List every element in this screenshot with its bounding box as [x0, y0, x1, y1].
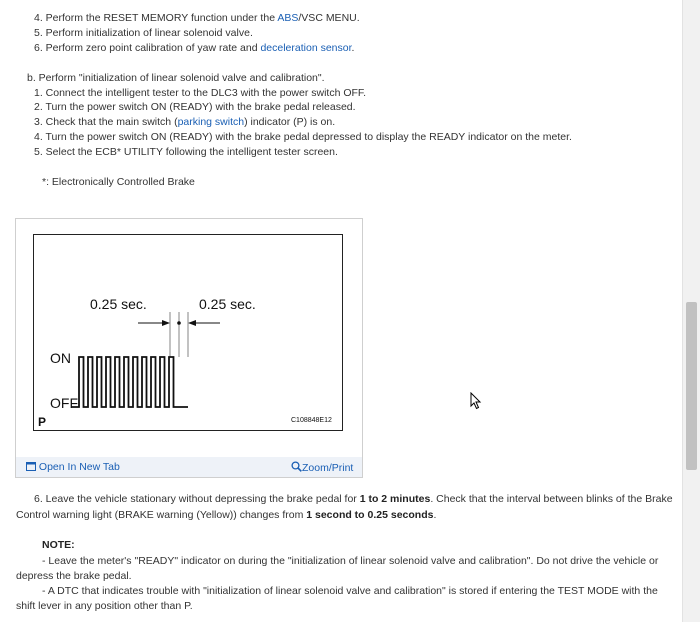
note-title: NOTE:: [42, 539, 75, 551]
step-b3-text-end: ) indicator (P) is on.: [244, 116, 336, 128]
footnote: *: Electronically Controlled Brake: [42, 176, 195, 188]
deceleration-sensor-link[interactable]: deceleration sensor: [260, 42, 352, 54]
step-a5: 5. Perform initialization of linear solenoid valve.: [34, 27, 253, 39]
step-6-duration: 1 to 2 minutes: [359, 493, 431, 505]
interval-label-left: 0.25 sec.: [90, 296, 147, 312]
zoom-print-link[interactable]: [291, 461, 353, 474]
step-a4-text: 4. Perform the RESET MEMORY function under the: [34, 12, 278, 24]
step-b3-text: 3. Check that the main switch (: [34, 116, 178, 128]
step-b2: 2. Turn the power switch ON (READY) with the brake pedal released.: [34, 101, 356, 113]
step-6-interval: 1 second to 0.25 seconds: [306, 509, 434, 521]
step-6-text-2: . Check that the interval between blinks of the Brake: [430, 493, 673, 505]
step-a6-text: 6. Perform zero point calibration of yaw rate and: [34, 42, 261, 54]
parking-switch-link[interactable]: parking switch: [177, 116, 245, 128]
vertical-scrollbar[interactable]: [682, 0, 700, 622]
step-a4-text-end: /VSC MENU.: [298, 12, 360, 24]
step-6-text: 6. Leave the vehicle stationary without depressing the brake pedal for: [34, 493, 360, 505]
center-dot: [177, 321, 181, 325]
step-6-line-2: [16, 508, 436, 522]
note-p2-line-1: - A DTC that indicates trouble with "initialization of linear solenoid valve and calibration" is stored if entering the TEST MODE with the: [42, 585, 658, 597]
step-6-text-4: .: [433, 509, 437, 521]
scrollbar-thumb[interactable]: [686, 302, 697, 470]
open-new-tab-label: Open In New Tab: [38, 461, 120, 473]
figure-code: C108848E12: [291, 417, 332, 424]
step-b3: [34, 115, 335, 129]
step-6-text-3: Control warning light (BRAKE warning (Yellow)) changes from: [16, 509, 307, 521]
magnifier-icon: [291, 461, 302, 472]
step-6-line-1: [34, 492, 673, 506]
mouse-cursor-icon: [470, 392, 482, 410]
open-tab-icon: [26, 462, 36, 471]
on-label: ON: [50, 350, 71, 366]
step-b4: 4. Turn the power switch ON (READY) with the brake pedal depressed to display the READY indicator on the meter.: [34, 131, 572, 143]
step-b5: 5. Select the ECB* UTILITY following the intelligent tester screen.: [34, 146, 338, 158]
note-p1-line-2: depress the brake pedal.: [16, 570, 132, 582]
corner-label: P: [38, 415, 47, 429]
section-b-heading: b. Perform "initialization of linear solenoid valve and calibration".: [27, 72, 325, 84]
blink-pattern-diagram: [16, 219, 362, 455]
step-b1: 1. Connect the intelligent tester to the DLC3 with the power switch OFF.: [34, 87, 367, 99]
interval-label-right: 0.25 sec.: [199, 296, 256, 312]
figure-footer: [16, 457, 362, 477]
off-label: OFF: [50, 395, 78, 411]
figure-container: [15, 218, 363, 478]
step-a4: [34, 11, 360, 25]
step-a6-text-end: .: [351, 42, 355, 54]
open-new-tab-link[interactable]: [26, 461, 120, 473]
note-p1-line-1: - Leave the meter's "READY" indicator on during the "initialization of linear solenoid valve and calibration". Do not drive the vehicle or: [42, 555, 659, 567]
zoom-print-label: Zoom/Print: [302, 462, 354, 474]
abs-link[interactable]: ABS: [277, 12, 299, 24]
note-p2-line-2: shift lever in any position other than P.: [16, 600, 193, 612]
step-a6: [34, 41, 354, 55]
